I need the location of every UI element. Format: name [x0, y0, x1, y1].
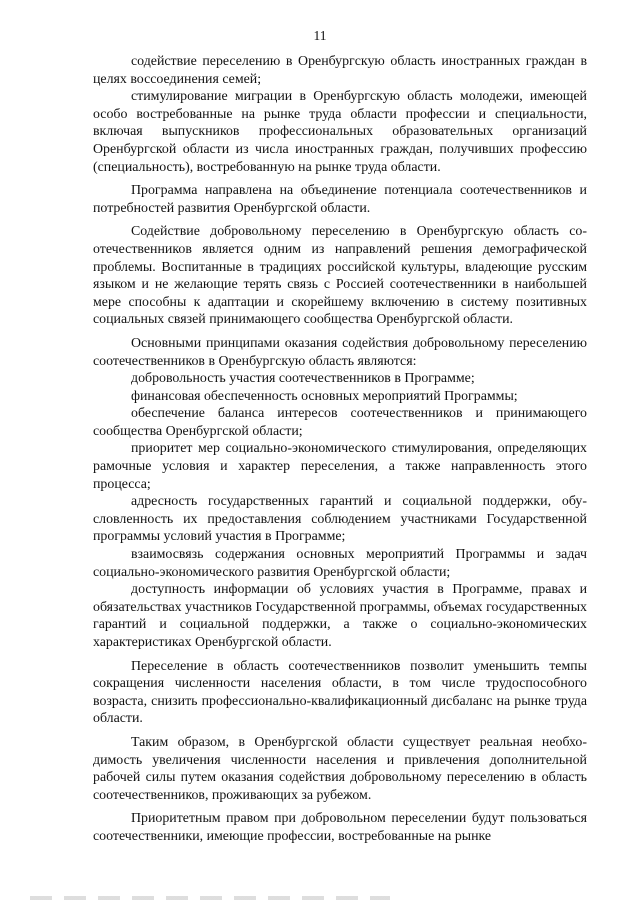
list-item: приоритет мер социально-экономического стимулирования, определяющих рамочные условия и характер переселения, а также направленность этого процесса; — [93, 441, 587, 492]
paragraph: Таким образом, в Оренбургской области существует реальная необходимость увеличения численности населения и привлечения дополнительной рабочей силы путем оказания содействия добровольному переселению в область соотечественников, проживающих за рубежом. — [93, 734, 587, 803]
paragraph: Содействие добровольному переселению в Оренбургскую область соотечественников является одним из направлений решения демографической проблемы. Воспитанные в традициях российской культуры, владеющие русским языком и не желающие терять связь с Россией соотечественники в наибольшей мере способны к адаптации и скорейшему включению в систему позитивных социальных связей принимающего сообщества Оренбургской области. — [93, 224, 587, 328]
scan-footer-artifact — [30, 896, 390, 900]
list-item: взаимосвязь содержания основных мероприятий Программы и задач социально-экономического развития Оренбургской области; — [93, 547, 587, 580]
list-item: обеспечение баланса интересов соотечественников и принимающего сообщества Оренбургской области; — [93, 406, 587, 439]
document-body — [93, 53, 587, 846]
paragraph: содействие переселению в Оренбургскую область иностранных граждан в целях воссоединения семей; — [93, 54, 587, 87]
paragraph: Переселение в область соотечественников позволит уменьшить темпы сокращения численности населения области, в том числе трудоспособного возраста, снизить профессионально-квалификационный дисбаланс на рынке труда области. — [93, 658, 587, 727]
list-item: финансовая обеспеченность основных мероприятий Программы; — [131, 388, 518, 404]
list-item: адресность государственных гарантий и социальной поддержки, обусловленность их предоставления соблюдением участниками Государственной программы условий участия в Программе; — [93, 494, 587, 545]
list-item: добровольность участия соотечественников в Программе; — [131, 371, 475, 387]
list-item: доступность информации об условиях участия в Программе, правах и обязательствах участников Государственной программы, объемах государственных гарантий и социальной поддержки, а также о социально-экономических характеристиках Оренбургской области. — [93, 582, 587, 650]
paragraph: Приоритетным правом при добровольном переселении будут пользоваться соотечественники, имеющие профессии, востребованные на рынке — [93, 811, 587, 844]
paragraph: стимулирование миграции в Оренбургскую область молодежи, имеющей особо востребованные на рынке труда области профессии и специальности, включая выпускников профессиональных образовательных организаций Оренбургской области из числа иностранных граждан, получивших профессию (специальность), востребованную на рынке труда области. — [93, 89, 587, 175]
page-number: 11 — [313, 28, 327, 43]
paragraph: Основными принципами оказания содействия добровольному переселению соотечественников в Оренбургскую область являются: — [93, 335, 587, 369]
paragraph: Программа направлена на объединение потенциала соотечественников и потребностей развития Оренбургской области. — [93, 183, 587, 216]
